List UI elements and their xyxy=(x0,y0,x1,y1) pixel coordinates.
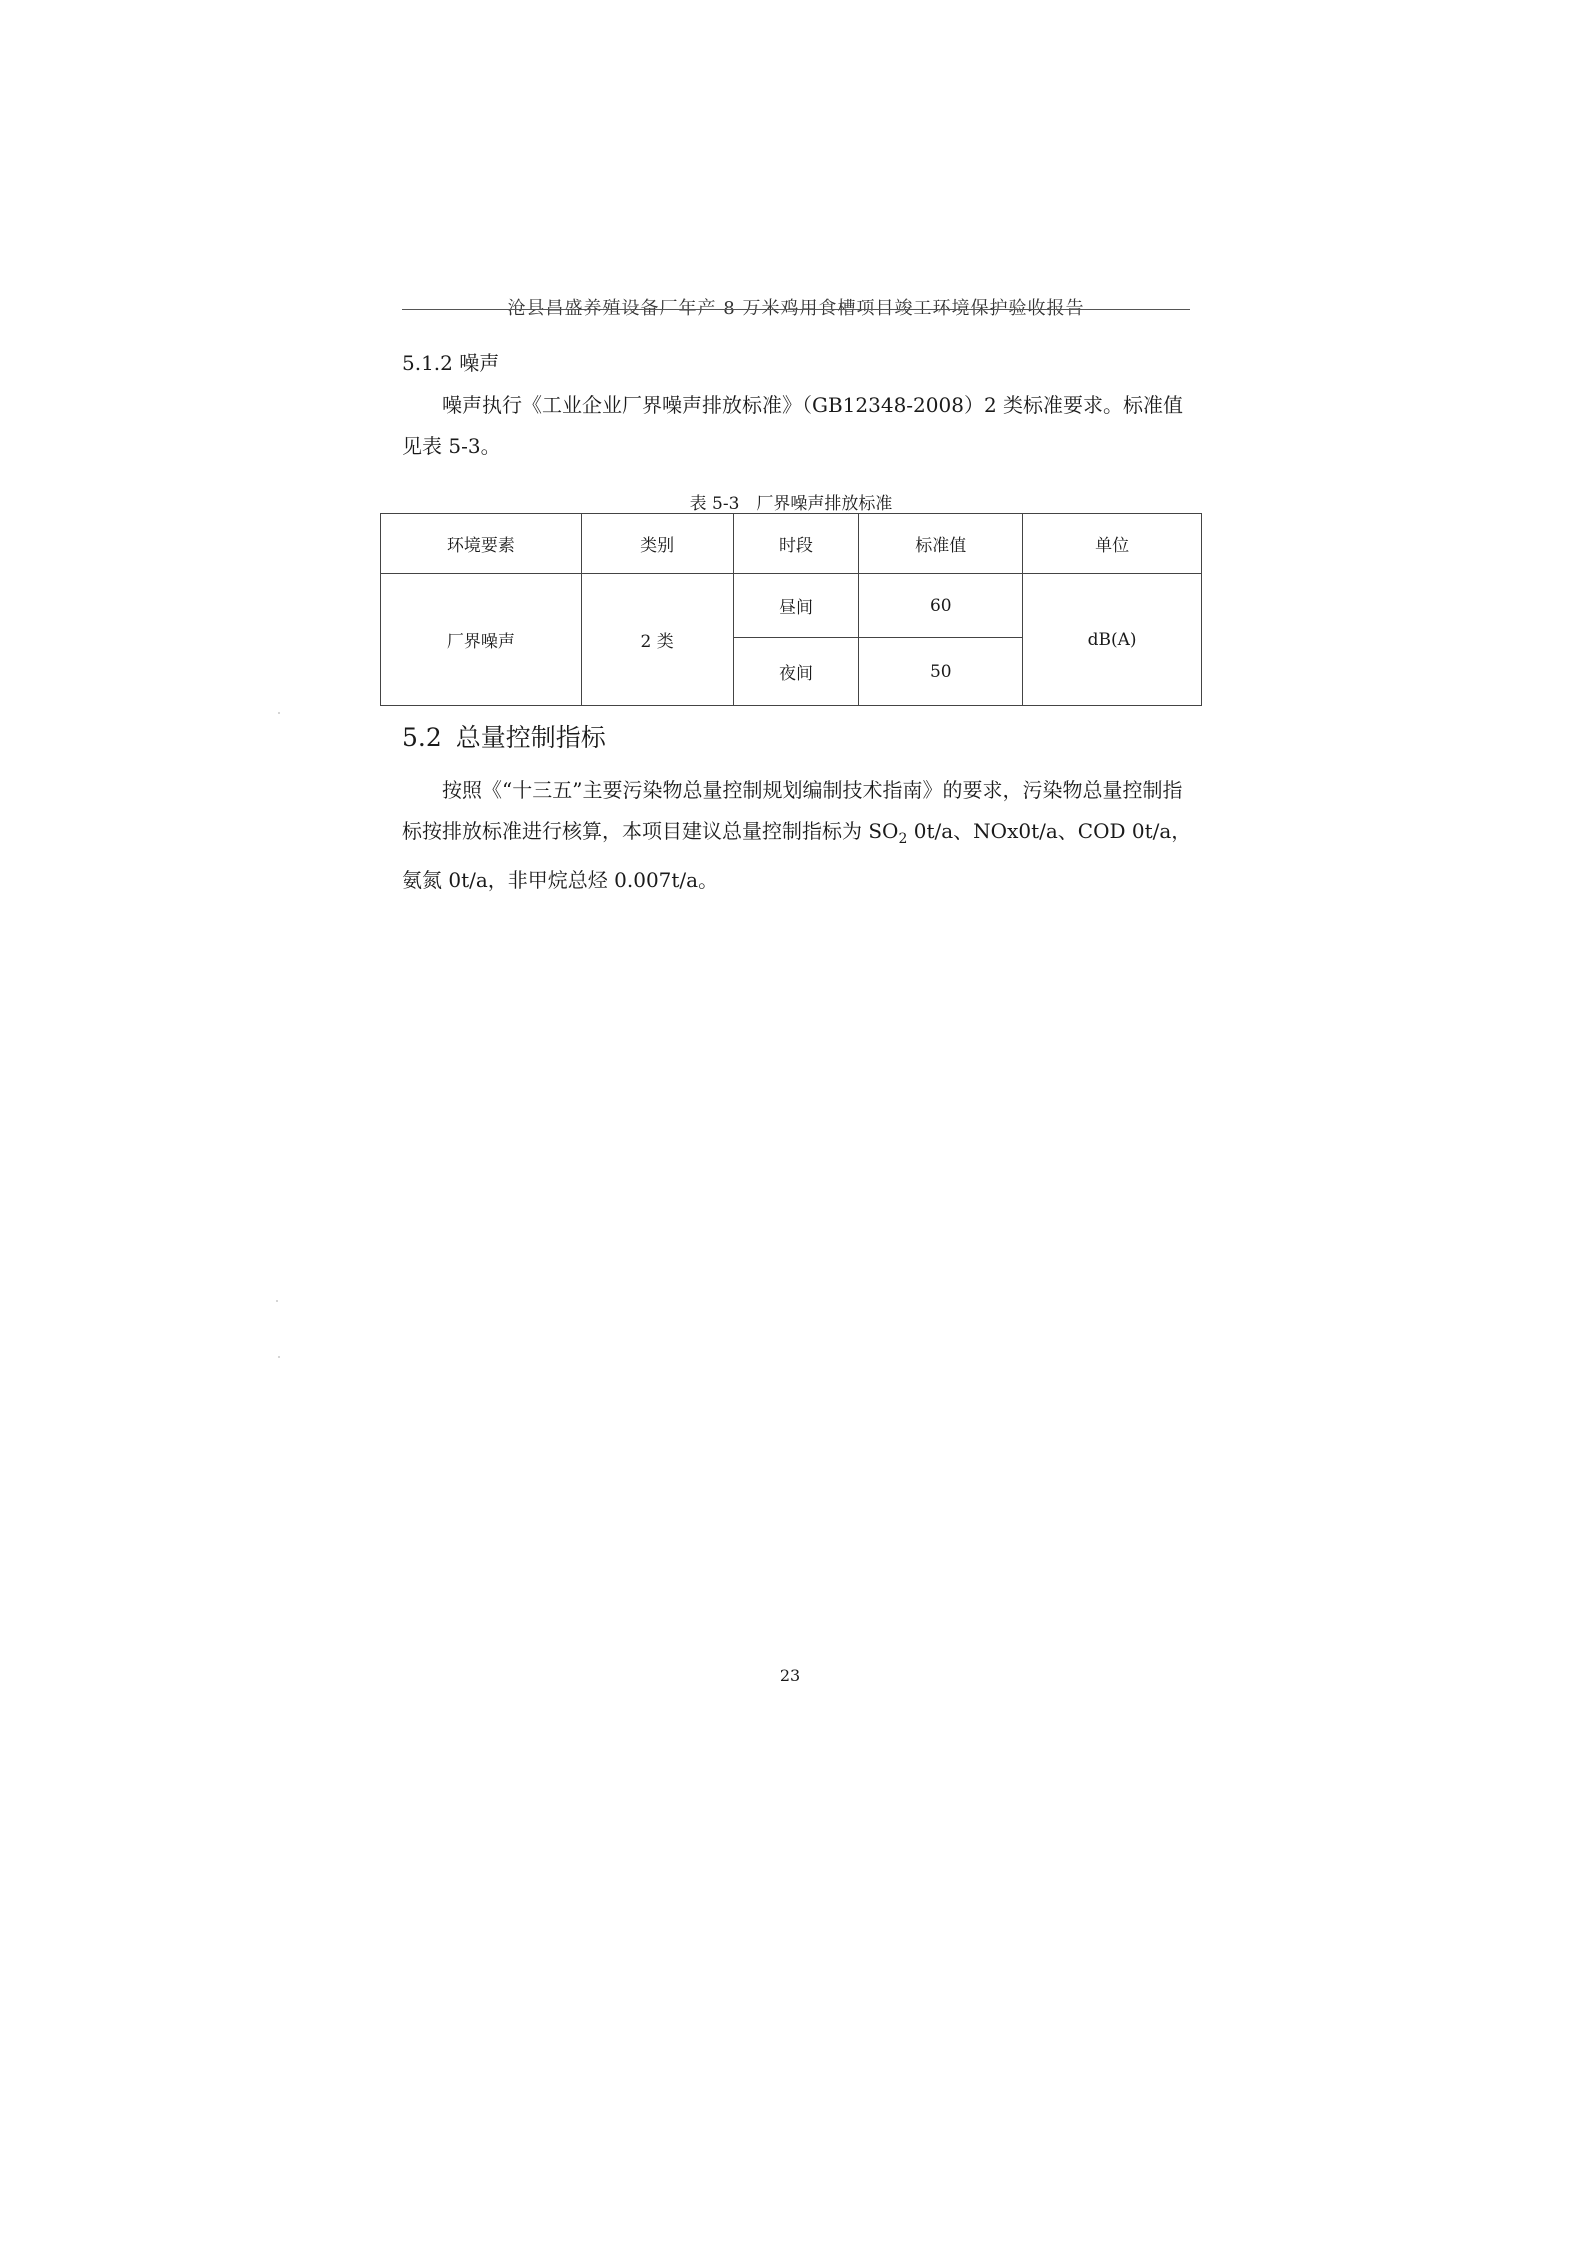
table-caption: 表 5-3 厂界噪声排放标准 xyxy=(689,494,893,514)
total-control-paragraph xyxy=(402,770,1202,901)
noise-standard-table xyxy=(380,513,1202,706)
section-number: 5.2 xyxy=(402,723,442,752)
table-row xyxy=(381,574,1202,638)
page-number: 23 xyxy=(779,1666,801,1685)
paragraph-text-part2: 0t/a、NOx0t/a、COD 0t/a，氨氮 0t/a，非甲烷总烃 0.007t/a。 xyxy=(402,819,1192,892)
header-cell-element: 环境要素 xyxy=(381,514,582,574)
table-header-row xyxy=(381,514,1202,574)
cell-value-night: 50 xyxy=(859,638,1023,706)
header-divider xyxy=(402,309,1190,310)
section-heading-5-2 xyxy=(402,718,606,754)
cell-element: 厂界噪声 xyxy=(381,574,582,706)
header-cell-standard-value: 标准值 xyxy=(859,514,1023,574)
cell-unit: dB(A) xyxy=(1023,574,1202,706)
section-heading-5-1-2: 5.1.2 噪声 xyxy=(402,351,500,375)
scan-speck xyxy=(276,1300,278,1302)
page-header: 沧县昌盛养殖设备厂年产 8 万米鸡用食槽项目竣工环境保护验收报告 xyxy=(507,298,1085,319)
cell-category: 2 类 xyxy=(581,574,733,706)
scan-speck xyxy=(278,1356,280,1358)
cell-period-day: 昼间 xyxy=(733,574,859,638)
section-title: 总量控制指标 xyxy=(455,723,606,752)
header-cell-category: 类别 xyxy=(581,514,733,574)
so2-subscript: 2 xyxy=(898,831,908,847)
header-cell-unit: 单位 xyxy=(1023,514,1202,574)
header-cell-period: 时段 xyxy=(733,514,859,574)
paragraph-text-part1: 按照《“十三五”主要污染物总量控制规划编制技术指南》的要求，污染物总量控制指标按排放标准进行核算，本项目建议总量控制指标为 SO xyxy=(402,778,1183,843)
cell-value-day: 60 xyxy=(859,574,1023,638)
cell-period-night: 夜间 xyxy=(733,638,859,706)
scan-speck xyxy=(278,712,280,714)
noise-standard-paragraph: 噪声执行《工业企业厂界噪声排放标准》（GB12348-2008）2 类标准要求。标准值见表 5-3。 xyxy=(402,393,1184,458)
